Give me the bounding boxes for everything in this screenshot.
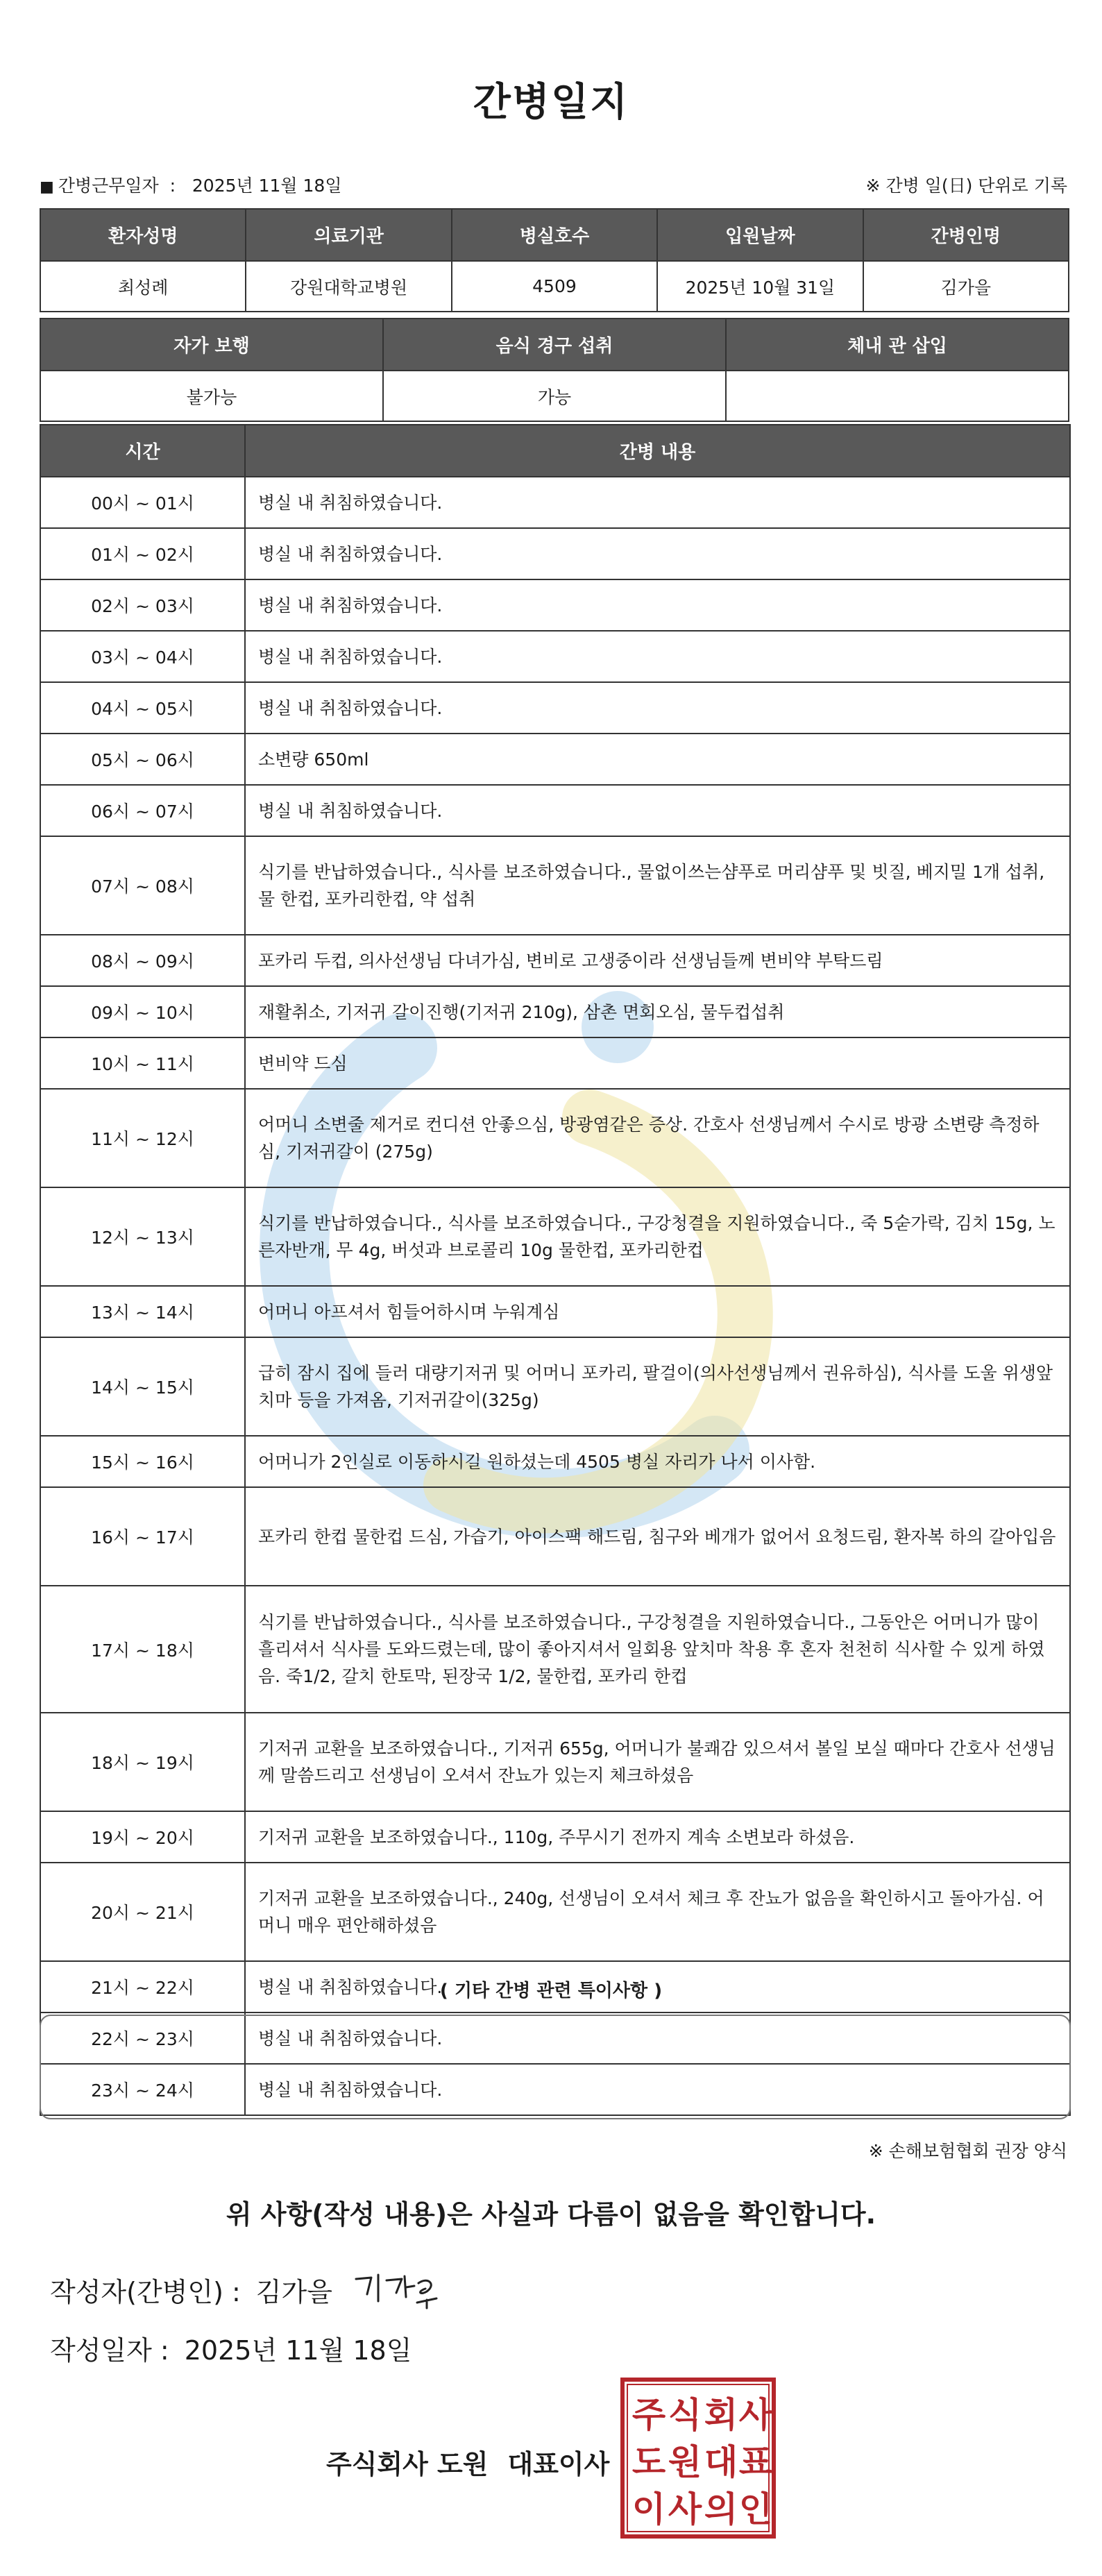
table-row (40, 682, 1070, 734)
document-title: 간병일지 (473, 80, 629, 125)
table-row (40, 734, 1070, 785)
svg-text:이: 이 (631, 2489, 666, 2530)
time-cell: 08시 ~ 09시 (40, 935, 245, 986)
handwritten-signature (350, 2264, 441, 2312)
svg-text:사: 사 (738, 2395, 773, 2435)
table-row (40, 1586, 1070, 1713)
content-cell: 어머니 아프셔서 힘들어하시며 누워계심 (245, 1286, 1070, 1337)
patient-name: 최성례 (40, 261, 246, 312)
svg-text:식: 식 (668, 2395, 702, 2435)
table-row (40, 986, 1070, 1037)
table-row (40, 1037, 1070, 1089)
write-date-line (50, 2329, 412, 2367)
time-cell: 12시 ~ 13시 (40, 1187, 245, 1286)
writer-line (50, 2271, 332, 2309)
time-cell: 03시 ~ 04시 (40, 631, 245, 682)
svg-text:원: 원 (668, 2442, 702, 2482)
status-value-row (40, 371, 1069, 421)
table-row (40, 836, 1070, 935)
work-date-separator: : (169, 176, 176, 196)
content-cell: 기저귀 교환을 보조하였습니다., 기저귀 655g, 어머니가 불쾌감 있으셔서 볼일 보실 때마다 간호사 선생님께 말씀드리고 선생님이 오셔서 잔뇨가 있는지 체크하셨음 (245, 1713, 1070, 1811)
admission-date: 2025년 10월 31일 (657, 261, 863, 312)
care-log-table (40, 424, 1071, 2116)
content-cell: 병실 내 취침하였습니다. (245, 2064, 1070, 2115)
table-row (40, 1811, 1070, 1863)
special-notes-box (40, 2015, 1071, 2119)
content-cell: 재활취소, 기저귀 갈이진행(기저귀 210g), 삼촌 면회오심, 물두컵섭취 (245, 986, 1070, 1037)
square-bullet-icon: ■ (40, 178, 54, 196)
header-time: 시간 (40, 425, 245, 477)
time-cell: 19시 ~ 20시 (40, 1811, 245, 1863)
company-name: 주식회사 도원 (326, 2449, 489, 2480)
svg-text:대: 대 (704, 2442, 738, 2482)
content-cell: 포카리 두컵, 의사선생님 다녀가심, 변비로 고생중이라 선생님들께 변비약 부탁드림 (245, 935, 1070, 986)
time-cell: 20시 ~ 21시 (40, 1863, 245, 1961)
company-line (326, 2443, 609, 2481)
table-row (40, 1487, 1070, 1586)
header-tube-insertion: 체내 관 삽입 (726, 319, 1069, 371)
header-oral-intake: 음식 경구 섭취 (383, 319, 726, 371)
content-cell: 병실 내 취침하였습니다. (245, 579, 1070, 631)
header-care-content: 간병 내용 (245, 425, 1070, 477)
svg-text:도: 도 (631, 2442, 666, 2482)
ceo-title: 대표이사 (507, 2449, 610, 2480)
patient-info-table (40, 208, 1069, 312)
content-cell: 병실 내 취침하였습니다. (245, 631, 1070, 682)
patient-status-table (40, 318, 1069, 422)
write-date-label: 작성일자 : (50, 2335, 169, 2366)
svg-text:의: 의 (704, 2489, 738, 2530)
time-cell: 21시 ~ 22시 (40, 1961, 245, 2012)
content-cell: 병실 내 취침하였습니다. (245, 785, 1070, 836)
content-cell: 기저귀 교환을 보조하였습니다., 240g, 선생님이 오셔서 체크 후 잔뇨가 없음을 확인하시고 돌아가심. 어머니 매우 편안해하셨음 (245, 1863, 1070, 1961)
table-row (40, 1436, 1070, 1487)
table-row (40, 579, 1070, 631)
time-cell: 02시 ~ 03시 (40, 579, 245, 631)
svg-text:주: 주 (631, 2395, 666, 2435)
header-self-walking: 자가 보행 (40, 319, 383, 371)
content-cell: 변비약 드심 (245, 1037, 1070, 1089)
time-cell: 04시 ~ 05시 (40, 682, 245, 734)
table-row (40, 1089, 1070, 1187)
content-cell: 병실 내 취침하였습니다. (245, 1961, 1070, 2012)
content-cell: 급히 잠시 집에 들러 대량기저귀 및 어머니 포카리, 팔걸이(의사선생님께서 권유하심), 식사를 도울 위생앞치마 등을 가져옴, 기저귀갈이(325g) (245, 1337, 1070, 1436)
table-row (40, 631, 1070, 682)
confirmation-statement: 위 사항(작성 내용)은 사실과 다름이 없음을 확인합니다. (226, 2199, 876, 2230)
table-row (40, 785, 1070, 836)
content-cell: 어머니가 2인실로 이동하시길 원하셨는데 4505 병실 자리가 나서 이사함. (245, 1436, 1070, 1487)
work-date-value: 2025년 11월 18일 (192, 176, 342, 196)
hospital-name: 강원대학교병원 (246, 261, 451, 312)
time-cell: 10시 ~ 11시 (40, 1037, 245, 1089)
header-patient-name: 환자성명 (40, 209, 246, 261)
unit-note: ※ 간병 일(日) 단위로 기록 (865, 176, 1067, 196)
work-date-label: 간병근무일자 (58, 176, 159, 196)
table-row (40, 1713, 1070, 1811)
form-note: ※ 손해보험협회 권장 양식 (868, 2141, 1067, 2161)
oral-intake-value: 가능 (383, 371, 726, 421)
time-cell: 07시 ~ 08시 (40, 836, 245, 935)
caregiver-name: 김가을 (863, 261, 1069, 312)
patient-value-row (40, 261, 1069, 312)
header-hospital: 의료기관 (246, 209, 451, 261)
company-seal (620, 2377, 777, 2539)
content-cell: 어머니 소변줄 제거로 컨디션 안좋으심, 방광염같은 증상. 간호사 선생님께서 수시로 방광 소변량 측정하심, 기저귀갈이 (275g) (245, 1089, 1070, 1187)
header-room-number: 병실호수 (452, 209, 657, 261)
time-cell: 11시 ~ 12시 (40, 1089, 245, 1187)
time-cell: 23시 ~ 24시 (40, 2064, 245, 2115)
time-cell: 01시 ~ 02시 (40, 528, 245, 579)
time-cell: 00시 ~ 01시 (40, 477, 245, 528)
time-cell: 06시 ~ 07시 (40, 785, 245, 836)
content-cell: 식기를 반납하였습니다., 식사를 보조하였습니다., 물없이쓰는샴푸로 머리샴푸 및 빗질, 베지밀 1개 섭취, 물 한컵, 포카리한컵, 약 섭취 (245, 836, 1070, 935)
time-cell: 18시 ~ 19시 (40, 1713, 245, 1811)
content-cell: 소변량 650ml (245, 734, 1070, 785)
write-date-value: 2025년 11월 18일 (184, 2335, 412, 2366)
time-cell: 15시 ~ 16시 (40, 1436, 245, 1487)
log-header-row (40, 425, 1070, 477)
table-row (40, 1863, 1070, 1961)
work-date (40, 172, 341, 197)
header-caregiver-name: 간병인명 (863, 209, 1069, 261)
time-cell: 17시 ~ 18시 (40, 1586, 245, 1713)
time-cell: 09시 ~ 10시 (40, 986, 245, 1037)
svg-text:인: 인 (738, 2489, 773, 2530)
table-row (40, 1286, 1070, 1337)
header-admission-date: 입원날짜 (657, 209, 863, 261)
content-cell: 병실 내 취침하였습니다. (245, 528, 1070, 579)
time-cell: 13시 ~ 14시 (40, 1286, 245, 1337)
content-cell: 식기를 반납하였습니다., 식사를 보조하였습니다., 구강청결을 지원하였습니다., 그동안은 어머니가 많이 흘리셔서 식사를 도와드렸는데, 많이 좋아지셔서 일회용 앞치마 착용 후 혼자 천천히 식사할 수 있게 하였음. 죽1/2, 갈치 한토막, 된장국 1/2, 물한컵, 포카리 한컵 (245, 1586, 1070, 1713)
content-cell: 기저귀 교환을 보조하였습니다., 110g, 주무시기 전까지 계속 소변보라 하셨음. (245, 1811, 1070, 1863)
writer-name: 김가을 (255, 2277, 332, 2307)
svg-text:표: 표 (738, 2442, 773, 2482)
content-cell: 병실 내 취침하였습니다. (245, 682, 1070, 734)
tube-insertion-value (726, 371, 1069, 421)
time-cell: 14시 ~ 15시 (40, 1337, 245, 1436)
patient-header-row (40, 209, 1069, 261)
content-cell: 병실 내 취침하였습니다. (245, 477, 1070, 528)
svg-text:사: 사 (668, 2489, 702, 2530)
room-number: 4509 (452, 261, 657, 312)
content-cell: 포카리 한컵 물한컵 드심, 가습기, 아이스팩 해드림, 침구와 베개가 없어서 요청드림, 환자복 하의 갈아입음 (245, 1487, 1070, 1586)
time-cell: 22시 ~ 23시 (40, 2012, 245, 2064)
status-header-row (40, 319, 1069, 371)
svg-text:회: 회 (704, 2395, 738, 2435)
table-row (40, 1187, 1070, 1286)
table-row (40, 528, 1070, 579)
writer-label: 작성자(간병인) : (50, 2277, 241, 2307)
special-notes-title: ( 기타 간병 관련 특이사항 ) (439, 1981, 663, 2001)
time-cell: 05시 ~ 06시 (40, 734, 245, 785)
content-cell: 병실 내 취침하였습니다. (245, 2012, 1070, 2064)
content-cell: 식기를 반납하였습니다., 식사를 보조하였습니다., 구강청결을 지원하였습니다., 죽 5숟가락, 김치 15g, 노른자반개, 무 4g, 버섯과 브로콜리 10g 물한컵, 포카리한컵 (245, 1187, 1070, 1286)
time-cell: 16시 ~ 17시 (40, 1487, 245, 1586)
table-row (40, 935, 1070, 986)
table-row (40, 1337, 1070, 1436)
self-walking-value: 불가능 (40, 371, 383, 421)
table-row (40, 477, 1070, 528)
